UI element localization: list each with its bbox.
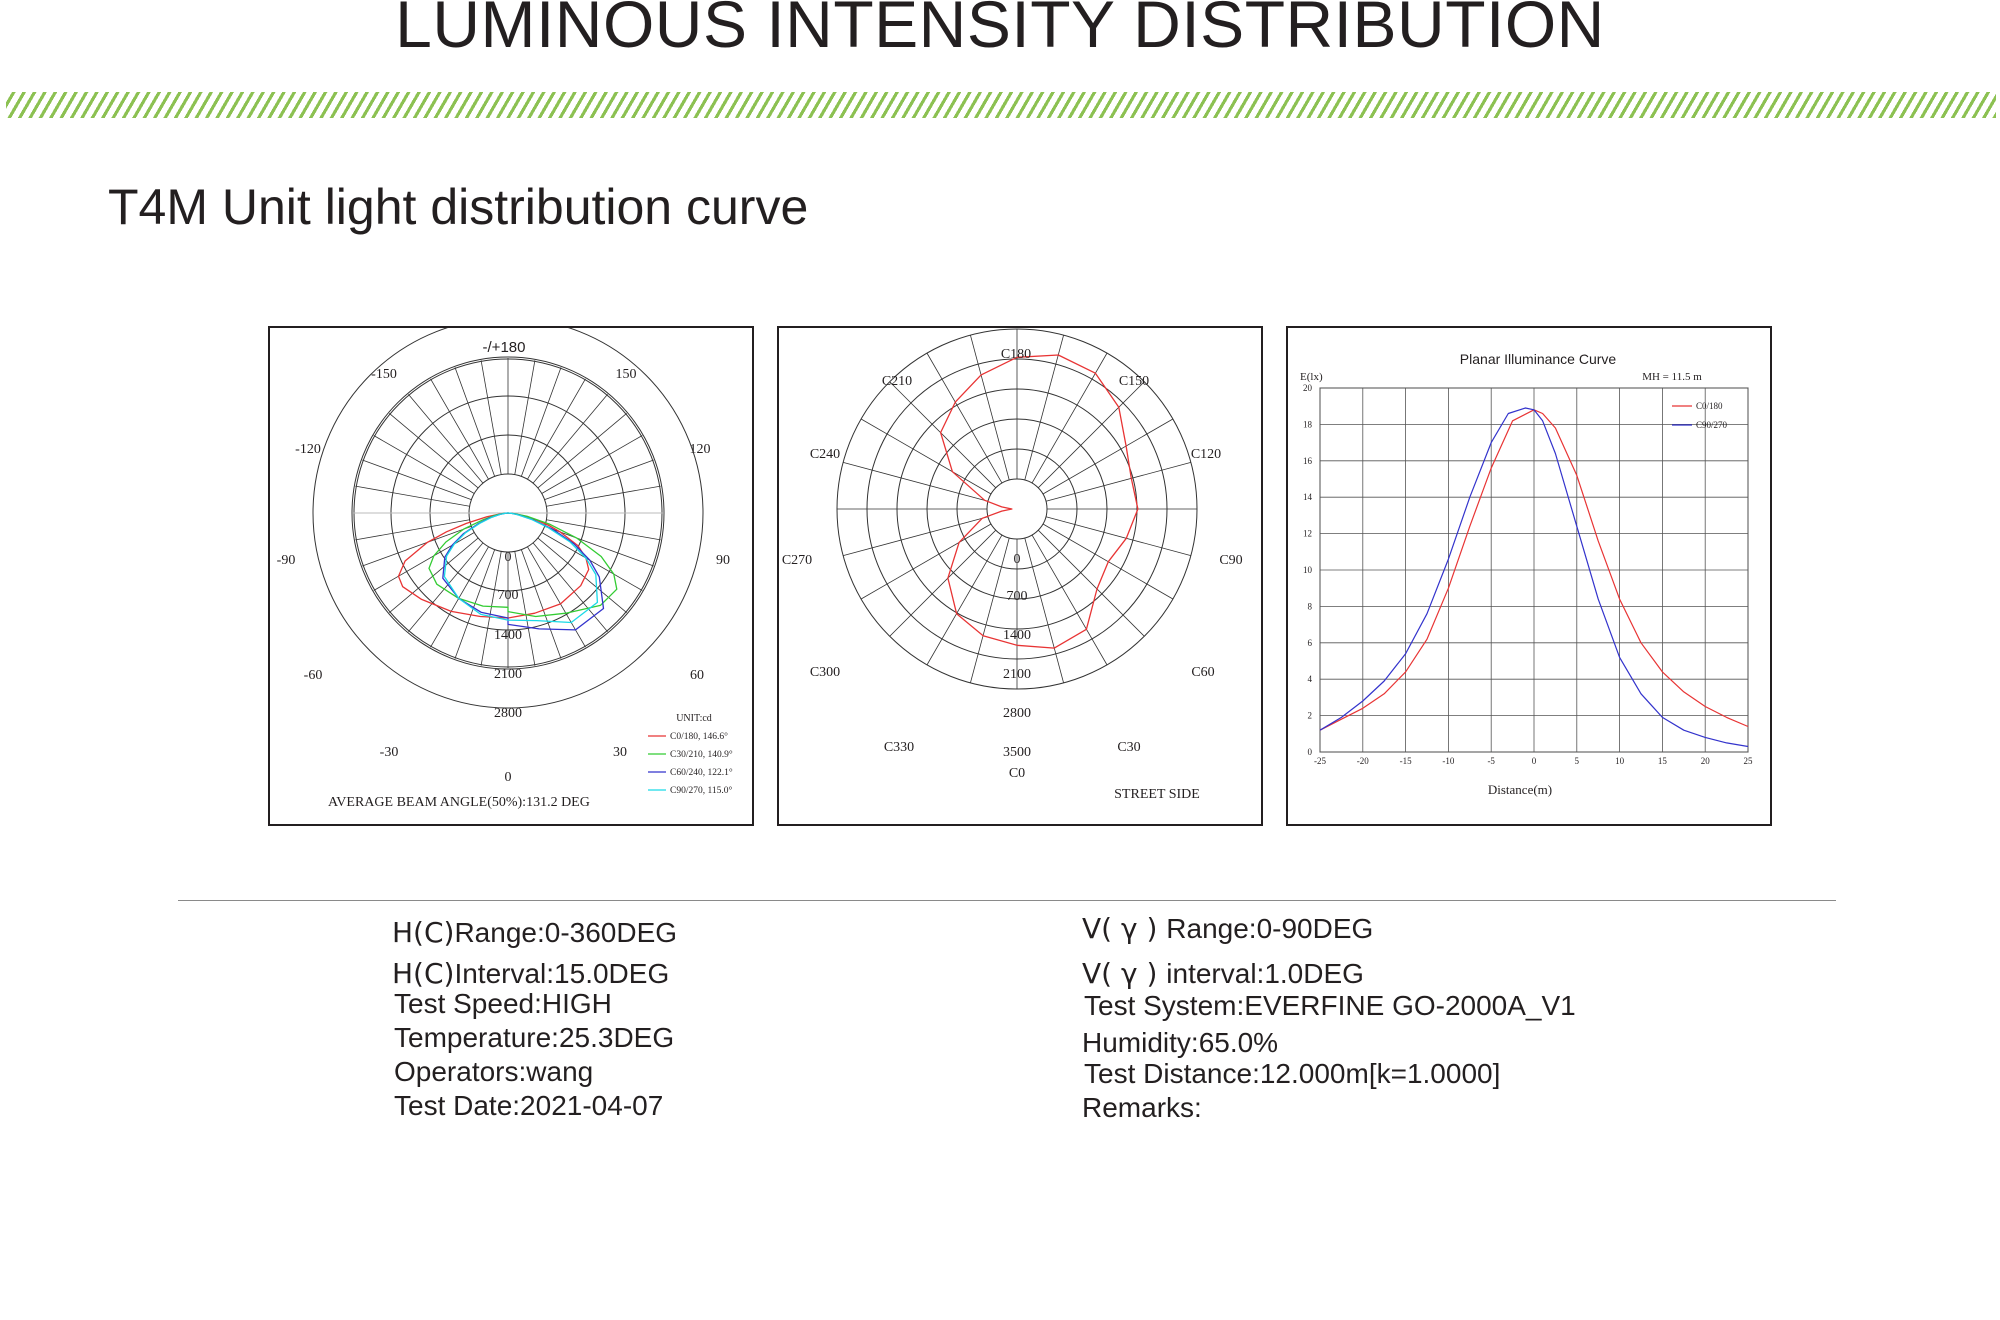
angle-label: -150 <box>371 367 397 382</box>
polar-ring <box>987 479 1047 539</box>
polar-spoke <box>970 538 1009 683</box>
legend-entry: C90/270, 115.0° <box>670 786 733 796</box>
polar-spoke <box>528 547 586 647</box>
polar-spoke <box>481 360 501 474</box>
polar-spoke <box>843 462 988 501</box>
x-tick-label: -10 <box>1442 756 1455 766</box>
remarks: Remarks: <box>1082 1092 1202 1123</box>
legend-entry: C60/240, 122.1° <box>670 768 733 778</box>
polar-spoke <box>374 533 474 591</box>
c-plane-label: C330 <box>883 740 915 755</box>
h-range-spec: H(C)Range:0-360DEG <box>392 916 678 949</box>
radial-label: 2100 <box>494 667 522 682</box>
polar-spoke <box>431 379 489 479</box>
c-plane-label: C120 <box>1190 447 1222 462</box>
test-system: Test System:EVERFINE GO-2000A_V1 <box>1084 990 1576 1021</box>
x-tick-label: 15 <box>1657 756 1667 766</box>
c-plane-label: C150 <box>1118 374 1150 389</box>
angle-label: -60 <box>303 668 323 683</box>
c-plane-label: C270 <box>781 553 813 568</box>
polar-spoke <box>355 486 469 506</box>
y-tick-label: 16 <box>1303 455 1312 466</box>
planar-illuminance-chart <box>1286 326 1772 826</box>
polar-spoke <box>374 436 474 494</box>
y-tick-label: 0 <box>1307 747 1312 757</box>
c-plane-label: C0 <box>1008 766 1026 781</box>
h-interval-spec: H(C)Interval:15.0DEG <box>392 957 670 990</box>
angle-label: 150 <box>615 367 637 382</box>
polar-spoke <box>455 367 495 476</box>
top-angle-label: -/+180 <box>482 339 526 356</box>
street-side-label: STREET SIDE <box>1114 787 1200 802</box>
polar-grid <box>313 328 703 708</box>
test-speed: Test Speed:HIGH <box>394 988 612 1019</box>
polar-series-line <box>399 513 589 618</box>
page-title: LUMINOUS INTENSITY DISTRIBUTION <box>395 0 1605 61</box>
y-axis-label: E(lx) <box>1300 371 1323 383</box>
polar-series-line <box>444 513 597 623</box>
section-title: T4M Unit light distribution curve <box>108 179 809 235</box>
humidity: Humidity:65.0% <box>1082 1027 1279 1058</box>
x-tick-label: 10 <box>1615 756 1625 766</box>
y-tick-label: 6 <box>1307 637 1312 648</box>
c-plane-label: C180 <box>1000 347 1032 362</box>
angle-label: -30 <box>379 745 399 760</box>
radial-label: 2800 <box>1003 706 1031 721</box>
x-tick-label: -15 <box>1399 756 1412 766</box>
angle-label: 60 <box>690 668 704 683</box>
test-distance: Test Distance:12.000m[k=1.0000] <box>1084 1058 1501 1089</box>
v-range-spec: V( γ ) Range:0-90DEG <box>1082 912 1374 945</box>
legend <box>648 731 733 796</box>
y-tick-label: 4 <box>1307 674 1312 685</box>
angle-label: -120 <box>295 442 321 457</box>
x-tick-label: 0 <box>1531 756 1537 766</box>
h-c-symbol: H(C) <box>392 916 455 949</box>
c-plane-label: C90 <box>1219 553 1243 568</box>
polar-spoke <box>545 460 654 500</box>
v-interval-spec: V( γ ) interval:1.0DEG <box>1082 957 1364 990</box>
isocandela-svg <box>779 328 1261 824</box>
polar-spoke <box>431 547 489 647</box>
x-tick-label: 5 <box>1574 756 1580 766</box>
polar-spoke <box>546 486 660 506</box>
legend <box>1672 401 1728 430</box>
illuminance-svg <box>1288 328 1770 824</box>
angle-labels <box>277 367 730 785</box>
polar-spoke <box>890 382 996 488</box>
temperature: Temperature:25.3DEG <box>394 1022 675 1053</box>
h-c-symbol: H(C) <box>392 957 455 990</box>
polar-spoke <box>1038 530 1144 636</box>
polar-spoke <box>362 460 471 500</box>
c-plane-label: C60 <box>1191 665 1215 680</box>
legend-entry: C90/270 <box>1696 420 1728 430</box>
polar-spoke <box>515 551 535 665</box>
polar-spoke <box>528 379 586 479</box>
beam-angle-footer: AVERAGE BEAM ANGLE(50%):131.2 DEG <box>328 795 590 810</box>
polar-spoke <box>542 533 642 591</box>
radial-label: 1400 <box>1003 628 1031 643</box>
polar-spoke <box>1025 538 1064 683</box>
operators: Operators:wang <box>394 1056 594 1087</box>
radial-label: 1400 <box>494 628 522 643</box>
unit-label: UNIT:cd <box>676 713 712 724</box>
c-plane-label: C300 <box>809 665 841 680</box>
polar-spoke <box>521 367 561 476</box>
legend-entry: C30/210, 140.9° <box>670 750 733 760</box>
polar-spoke <box>521 550 561 659</box>
polar-intensity-svg <box>270 328 752 824</box>
radial-label: 2800 <box>494 706 522 721</box>
y-tick-label: 20 <box>1303 383 1312 393</box>
radial-label: 700 <box>497 588 519 603</box>
x-tick-label: 25 <box>1743 756 1753 766</box>
polar-spoke <box>481 551 501 665</box>
polar-spoke <box>515 360 535 474</box>
x-axis-label: Distance(m) <box>1487 782 1553 797</box>
polar-spoke <box>1046 462 1191 501</box>
c-plane-label: C210 <box>881 374 913 389</box>
mounting-height-note: MH = 11.5 m <box>1642 371 1702 383</box>
decorative-stripe <box>6 92 1996 118</box>
angle-label: 120 <box>689 442 711 457</box>
polar-series-line <box>443 513 604 630</box>
divider <box>178 900 1836 901</box>
legend-entry: C0/180, 146.6° <box>670 732 728 742</box>
polar-spoke <box>542 436 642 494</box>
y-tick-label: 8 <box>1307 601 1312 612</box>
v-gamma-symbol: V( γ ) <box>1082 912 1167 945</box>
angle-label: -90 <box>276 553 296 568</box>
legend-entry: C0/180 <box>1696 401 1723 411</box>
polar-spoke <box>843 517 988 556</box>
polar-spoke <box>1038 382 1144 488</box>
angle-label: 90 <box>716 553 730 568</box>
radial-label: 3500 <box>1003 745 1031 760</box>
x-tick-label: 20 <box>1700 756 1710 766</box>
v-gamma-symbol: V( γ ) <box>1082 957 1167 990</box>
polar-intensity-chart <box>268 326 754 826</box>
plot-grid <box>1320 388 1748 752</box>
axis-ticks <box>1303 383 1753 766</box>
radial-label: 0 <box>1013 552 1021 567</box>
c-plane-label: C240 <box>809 447 841 462</box>
isocandela-polar-chart <box>777 326 1263 826</box>
polar-spoke <box>890 530 996 636</box>
c-plane-label: C30 <box>1117 740 1141 755</box>
y-tick-label: 2 <box>1307 710 1312 721</box>
chart-title: Planar Illuminance Curve <box>1459 351 1617 367</box>
radial-label: 0 <box>504 550 512 565</box>
x-tick-label: -25 <box>1314 756 1326 766</box>
y-tick-label: 14 <box>1303 492 1312 503</box>
y-tick-label: 18 <box>1303 419 1312 430</box>
y-tick-label: 12 <box>1303 528 1312 539</box>
angle-label: 0 <box>504 770 512 785</box>
polar-spoke <box>362 526 471 566</box>
polar-spoke <box>1046 517 1191 556</box>
x-tick-label: -20 <box>1356 756 1369 766</box>
angle-label: 30 <box>613 745 627 760</box>
x-tick-label: -5 <box>1487 756 1495 766</box>
y-tick-label: 10 <box>1303 565 1312 575</box>
radial-label: 2100 <box>1003 667 1031 682</box>
radial-label: 700 <box>1006 589 1028 604</box>
test-date: Test Date:2021-04-07 <box>394 1090 664 1121</box>
